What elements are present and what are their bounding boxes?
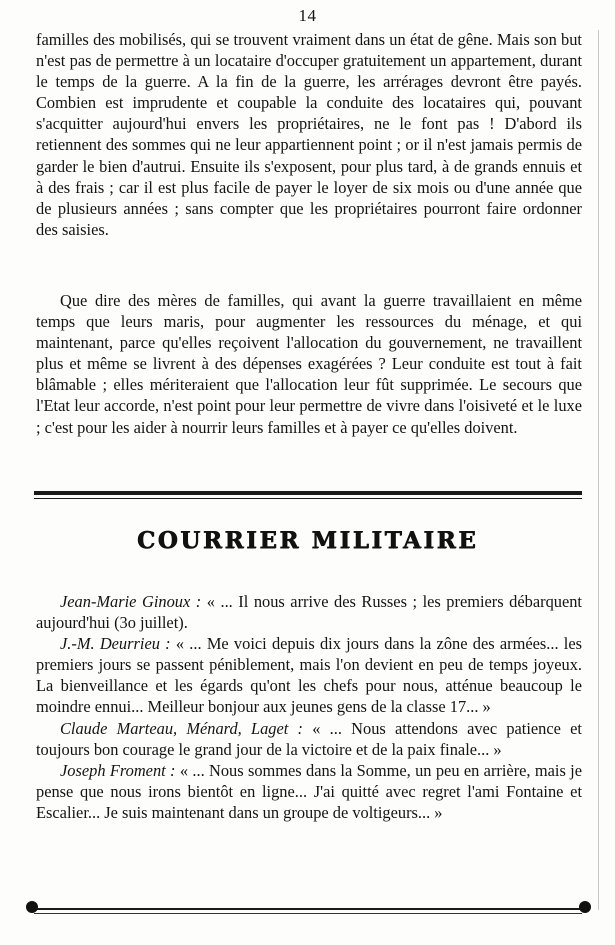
letter-item — [36, 760, 582, 823]
letter-text: « ... Nous attendons avec patience et toujours bon courage le grand jour de la victoire et de la paix finale... » — [36, 718, 582, 759]
letter-item — [36, 633, 582, 717]
letter-author: Jean-Marie Ginoux : — [60, 592, 202, 611]
page-edge-line — [598, 30, 599, 910]
ornament-dot-icon — [579, 901, 591, 913]
ornament-dot-icon — [26, 901, 38, 913]
article-paragraph-2 — [36, 290, 582, 438]
section-divider-thick — [34, 491, 582, 495]
letter-item — [36, 718, 582, 760]
page-number: 14 — [298, 6, 317, 25]
bottom-rule — [34, 908, 582, 910]
letter-item — [36, 591, 582, 633]
letter-author: Claude Marteau, Ménard, Laget : — [60, 718, 303, 738]
letters-list — [36, 591, 582, 823]
paragraph-text: familles des mobilisés, qui se trouvent vraiment dans un état de gêne. Mais son but n'est pas de permettre à un locataire d'occuper gratuitement un appartement, durant le temps de la guerre. A la fin de la guerre, les arrérages devront être payés. Combien est imprudente et coupable la conduite des locataires qui, pouvant s'acquitter aujourd'hui envers les propriétaires, ne le font pas ! D'abord ils retiennent des sommes qui ne leur appartiennent point ; or il n'est jamais permis de garder le bien d'autrui. Ensuite ils s'exposent, pour plus tard, à de grands ennuis et à des frais ; car il est plus facile de payer le loyer de six mois ou d'une année que de plusieurs années ; sans compter que les propriétaires pourront faire ordonner des saisies. — [36, 30, 582, 239]
bottom-rule-thin — [34, 913, 582, 914]
letter-text: « ... Me voici depuis dix jours dans la zône des armées... les premiers jours se passent péniblement, mais l'on devient en peu de temps joyeux. La bienveillance et les égards qu'ont les chefs pour nous, atténue beaucoup le moindre ennui... Meilleur bonjour aux jeunes gens de la classe 17... » — [36, 634, 582, 717]
section-title: COURRIER MILITAIRE — [136, 527, 479, 554]
letter-text: « ... Nous sommes dans la Somme, un peu en arrière, mais je pense que nous irons bientôt en ligne... J'ai quitté avec regret l'ami Fontaine et Escalier... Je suis maintenant dans un groupe de voltigeurs... » — [36, 760, 582, 822]
letter-author: Joseph Froment : — [60, 760, 176, 780]
paragraph-text: Que dire des mères de familles, qui avant la guerre travaillaient en même temps que leurs maris, pour augmenter les ressources du ménage, et qui maintenant, parce qu'elles reçoivent l'allocation du gouvernement, ne travaillent plus et même se livrent à des dépenses exagérées ? Leur conduite est tout à fait blâmable ; elles mériteraient que l'allocation leur fût supprimée. Le secours que l'Etat leur accorde, n'est point pour leur permettre de vivre dans l'oisiveté et le luxe ; c'est pour les aider à nourrir leurs familles et à payer ce qu'elles doivent. — [36, 291, 582, 437]
article-paragraph-1 — [36, 29, 582, 240]
section-divider-thin — [34, 498, 582, 499]
letter-text: « ... Il nous arrive des Russes ; les premiers débarquent aujourd'hui (3o juillet). — [36, 592, 582, 633]
letter-author: J.-M. Deurrieu : — [60, 634, 171, 654]
